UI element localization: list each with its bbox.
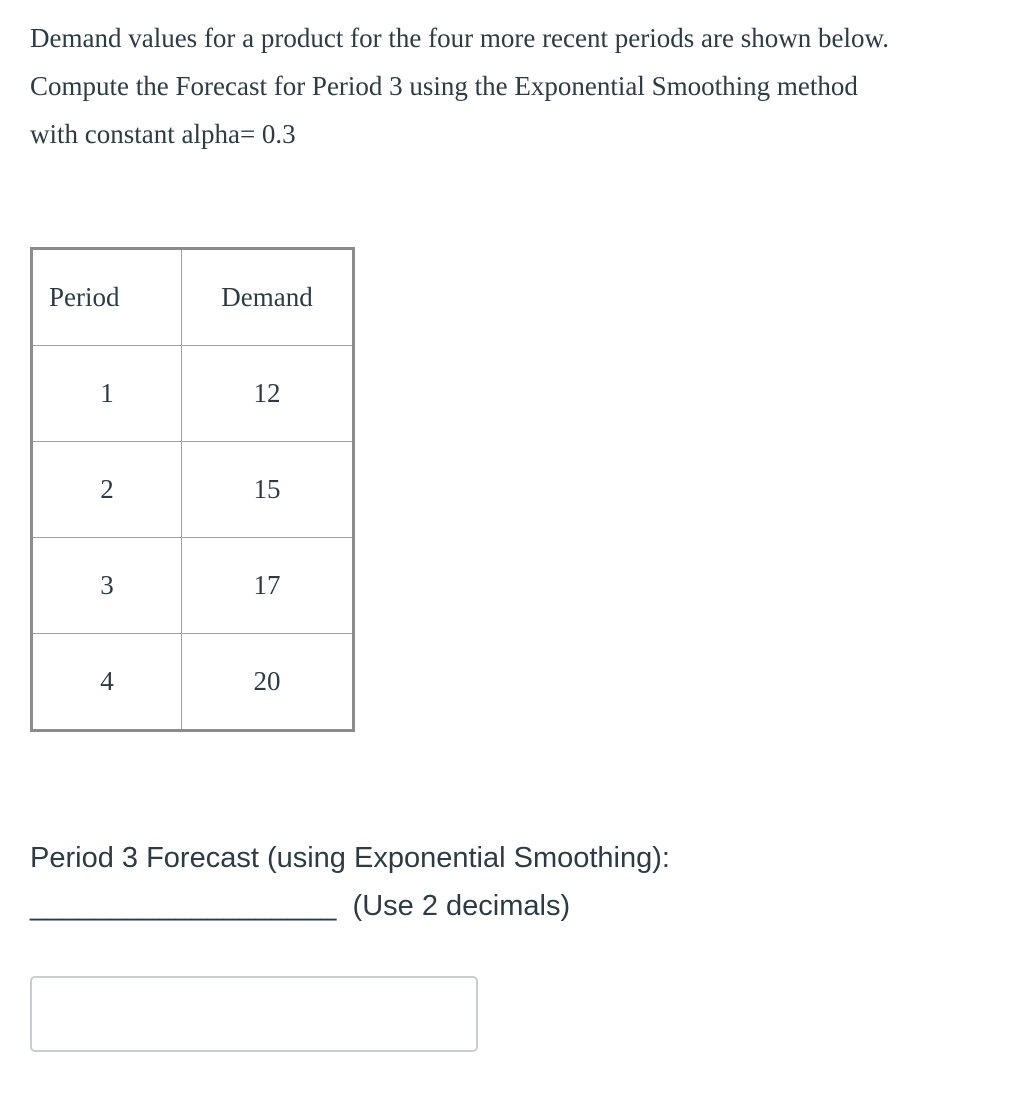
question-text bbox=[30, 14, 990, 158]
period-cell: 2 bbox=[32, 442, 182, 538]
table-row bbox=[32, 442, 354, 538]
column-header-demand: Demand bbox=[182, 249, 354, 346]
table-row bbox=[32, 538, 354, 634]
table-header-row bbox=[32, 249, 354, 346]
demand-cell: 12 bbox=[182, 346, 354, 442]
answer-input[interactable] bbox=[30, 976, 478, 1052]
table-row bbox=[32, 634, 354, 731]
question-line-3: with constant alpha= 0.3 bbox=[30, 119, 296, 149]
period-cell: 1 bbox=[32, 346, 182, 442]
question-line-2: Compute the Forecast for Period 3 using the Exponential Smoothing method bbox=[30, 71, 858, 101]
column-header-period: Period bbox=[32, 249, 182, 346]
period-cell: 3 bbox=[32, 538, 182, 634]
forecast-label: Period 3 Forecast (using Exponential Smoothing): bbox=[30, 842, 670, 874]
table-row bbox=[32, 346, 354, 442]
demand-cell: 17 bbox=[182, 538, 354, 634]
demand-table bbox=[30, 247, 355, 732]
demand-cell: 15 bbox=[182, 442, 354, 538]
period-cell: 4 bbox=[32, 634, 182, 731]
demand-cell: 20 bbox=[182, 634, 354, 731]
question-line-1: Demand values for a product for the four more recent periods are shown below. bbox=[30, 23, 889, 53]
forecast-note: ___________________ (Use 2 decimals) bbox=[30, 890, 571, 922]
